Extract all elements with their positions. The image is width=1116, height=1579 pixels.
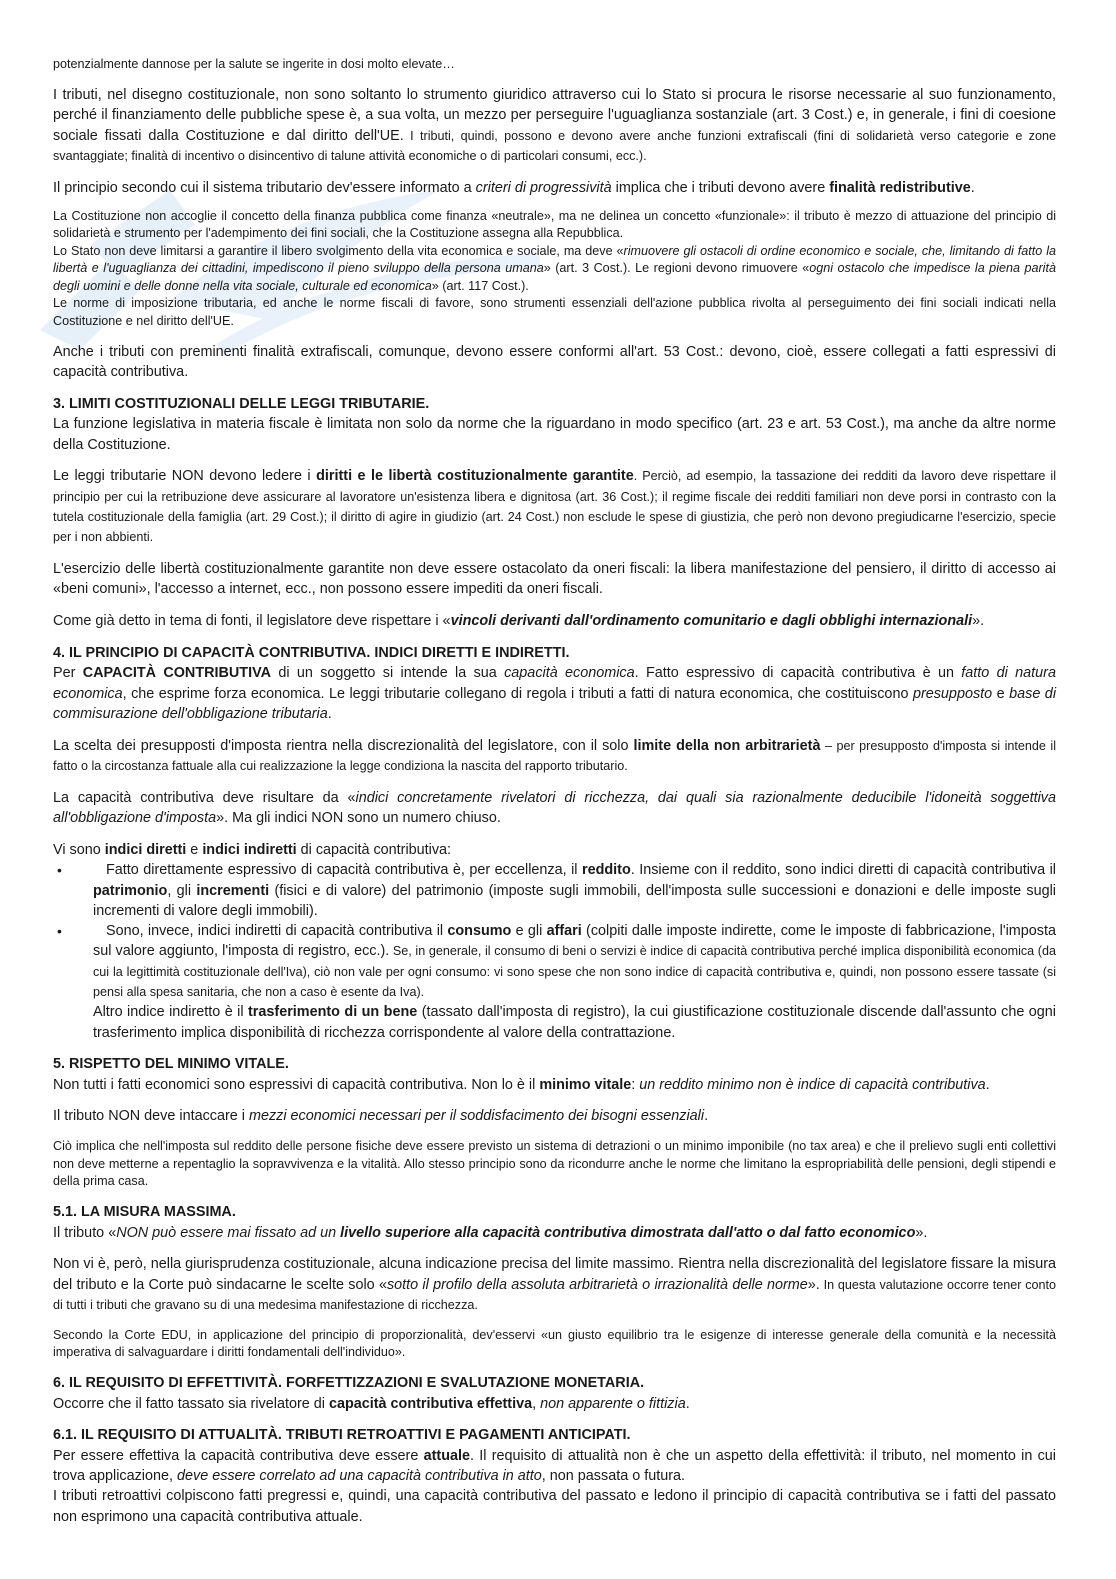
paragraph: La scelta dei presupposti d'imposta rientra nella discrezionalità del legislatore, con il solo limite della non arbitrarietà – per presupposto d'imposta si intende il fatto o la circostanza fattuale alla cui realizzazione la legge condiziona la nascita del rapporto tributario. — [53, 737, 1056, 774]
paragraph: Le norme di imposizione tributaria, ed anche le norme fiscali di favore, sono strumenti essenziali dell'azione pubblica rivolta al perseguimento dei fini sociali indicati nella Costituzione e nel diritto dell'UE. — [53, 296, 1056, 328]
paragraph: Occorre che il fatto tassato sia rivelatore di capacità contributiva effettiva, non apparente o fittizia. — [53, 1395, 690, 1412]
list-item — [53, 921, 1056, 1002]
section-heading: 4. IL PRINCIPIO DI CAPACITÀ CONTRIBUTIVA. INDICI DIRETTI E INDIRETTI. — [53, 645, 570, 662]
paragraph: Come già detto in tema di fonti, il legislatore deve rispettare i «vincoli derivanti dall'ordinamento comunitario e dagli obblighi internazionali». — [53, 613, 985, 630]
paragraph: La funzione legislativa in materia fiscale è limitata non solo da norme che la riguardano in modo specifico (art. 23 e art. 53 Cost.), ma anche da altre norme della Costituzione. — [53, 416, 1056, 453]
paragraph: La capacità contributiva deve risultare da «indici concretamente rivelatori di ricchezza, dai quali sia razionalmente deducibile l'idoneità soggettiva all'obbligazione d'imposta». Ma gli indici NON sono un numero chiuso. — [53, 789, 1056, 827]
paragraph: Anche i tributi con preminenti finalità extrafiscali, comunque, devono essere conformi all'art. 53 Cost.: devono, cioè, essere collegati a fatti espressivi di capacità contributiva. — [53, 343, 1056, 381]
paragraph: La Costituzione non accoglie il concetto della finanza pubblica come finanza «neutrale», ma ne delinea un concetto «funzionale»: il tributo è mezzo di attuazione del principio di solidarietà e strumento per l'adempimento dei fini sociali, che la Costituzione assegna alla Repubblica. — [53, 208, 1056, 241]
paragraph: Vi sono indici diretti e indici indiretti di capacità contributiva: — [53, 841, 452, 858]
paragraph: Non vi è, però, nella giurisprudenza costituzionale, alcuna indicazione precisa del limite massimo. Rientra nella discrezionalità del legislatore fissare la misura del tributo e la Corte può sindacarne le scelte solo «sotto il profilo della assoluta arbitrarietà o irrazionalità delle norme». In questa valutazione occorre tener conto di tutti i tributi che gravano su di una medesima manifestazione di ricchezza. — [53, 1256, 1057, 1312]
bullet-marker: • — [57, 862, 62, 879]
bullet-list — [53, 860, 1056, 1002]
paragraph: Per CAPACITÀ CONTRIBUTIVA di un soggetto si intende la sua capacità economica. Fatto espressivo di capacità contributiva è un fatto di natura economica, che esprime forza economica. Le leggi tributarie collegano di regola i tributi a fatti di natura economica, che costituiscono presupposto e base di commisurazione dell'obbligazione tributaria. — [53, 665, 1057, 722]
paragraph: Fatto direttamente espressivo di capacità contributiva è, per eccellenza, il reddito. Insieme con il reddito, sono indici diretti di capacità contributiva il patrimonio, gli incrementi (fisici e di valore) del patrimonio (imposte sugli immobili, dell'imposta sulle successioni e donazioni e delle imposte sugli incrementi di valore degli immobili). — [93, 862, 1056, 919]
paragraph: Altro indice indiretto è il trasferimento di un bene (tassato dall'imposta di registro), la cui giustificazione costituzionale discende dall'assunto che ogni trasferimento implica disponibilità di ricchezza corrispondente al valore della contrattazione. — [93, 1004, 1056, 1041]
paragraph: Ciò implica che nell'imposta sul reddito delle persone fisiche deve essere previsto un sistema di detrazioni o un minimo imponibile (no tax area) e che il prelievo sugli enti collettivi non deve metterne a repentaglio la sopravvivenza e la vitalità. Allo stesso principio sono da ricondurre anche le norme che limitano la espropriabilità delle pensioni, degli stipendi e della prima casa. — [53, 1139, 1056, 1189]
paragraph: Il tributo «NON può essere mai fissato ad un livello superiore alla capacità contributiva dimostrata dall'atto o dal fatto economico». — [53, 1224, 928, 1241]
paragraph: Il principio secondo cui il sistema tributario dev'essere informato a criteri di progressività implica che i tributi devono avere finalità redistributive. — [53, 179, 975, 196]
paragraph: Le leggi tributarie NON devono ledere i diritti e le libertà costituzionalmente garantite. Perciò, ad esempio, la tassazione dei redditi da lavoro deve rispettare il principio per cui la retribuzione deve assicurare al lavoratore un'esistenza libera e dignitosa (art. 36 Cost.); il regime fiscale dei redditi familiari non deve porsi in contrasto con la tutela costituzionale della famiglia (art. 29 Cost.); il diritto di agire in giudizio (art. 24 Cost.) non esclude le spese di giustizia, che però non devono pregiudicarne l'esercizio, specie per i non abbienti. — [53, 468, 1057, 545]
bullet-marker: • — [57, 923, 62, 940]
paragraph: Secondo la Corte EDU, in applicazione del principio di proporzionalità, dev'esservi «un giusto equilibrio tra le esigenze di interesse generale della comunità e la necessità imperativa di salvaguardare i diritti fondamentali dell'individuo». — [53, 1327, 1056, 1360]
paragraph: I tributi, nel disegno costituzionale, non sono soltanto lo strumento giuridico attraverso cui lo Stato si procura le risorse necessarie al suo funzionamento, perché il finanziamento delle pubbliche spese è, a sua volta, un mezzo per perseguire l'uguaglianza sostanziale (art. 3 Cost.) e, in generale, i fini di coesione sociale fissati dalla Costituzione e dal diritto dell'UE. I tributi, quindi, possono e devono avere anche funzioni extrafiscali (fini di solidarietà verso categorie e zone svantaggiate; finalità di incentivo o disincentivo di talune attività economiche o di particolari consumi, ecc.). — [53, 87, 1056, 163]
paragraph: Non tutti i fatti economici sono espressivi di capacità contributiva. Non lo è il minimo vitale: un reddito minimo non è indice di capacità contributiva. — [53, 1076, 990, 1093]
paragraph: Lo Stato non deve limitarsi a garantire il libero svolgimento della vita economica e sociale, ma deve «rimuovere gli ostacoli di ordine economico e sociale, che, limitando di fatto la libertà e l'uguaglianza dei cittadini, impediscono il pieno sviluppo della persona umana» (art. 3 Cost.). Le regioni devono rimuovere «ogni ostacolo che impedisce la piena parità degli uomini e delle donne nella vita sociale, culturale ed economica» (art. 117 Cost.). — [53, 243, 1056, 293]
paragraph: I tributi retroattivi colpiscono fatti pregressi e, quindi, una capacità contributiva del passato e ledono il principio di capacità contributiva se i fatti del passato non esprimono una capacità contributiva attuale. — [53, 1488, 1056, 1525]
document-body — [53, 56, 1056, 1527]
list-item — [53, 860, 1056, 921]
section-heading: 5.1. LA MISURA MASSIMA. — [53, 1204, 236, 1221]
paragraph: Sono, invece, indici indiretti di capacità contributiva il consumo e gli affari (colpiti dalle imposte indirette, come le imposte di fabbricazione, l'imposta sul valore aggiunto, l'imposta di registro, ecc.). Se, in generale, il consumo di beni o servizi è indice di capacità contributiva perché implica disponibilità economica (da cui la legittimità costituzionale dell'Iva), ciò non vale per ogni consumo: vi sono spese che non sono indice di capacità contributiva e, quindi, non possono essere tassate (si pensi alla spesa sanitaria, che non a caso è esente da Iva). — [93, 923, 1057, 999]
paragraph: Il tributo NON deve intaccare i mezzi economici necessari per il soddisfacimento dei bisogni essenziali. — [53, 1108, 709, 1125]
section-heading: 3. LIMITI COSTITUZIONALI DELLE LEGGI TRIBUTARIE. — [53, 396, 430, 413]
paragraph: Per essere effettiva la capacità contributiva deve essere attuale. Il requisito di attualità non è che un aspetto della effettività: il tributo, nel momento in cui trova applicazione, deve essere correlato ad una capacità contributiva in atto, non passata o futura. — [53, 1447, 1057, 1484]
section-heading: 5. RISPETTO DEL MINIMO VITALE. — [53, 1056, 289, 1073]
paragraph: potenzialmente dannose per la salute se ingerite in dosi molto elevate… — [53, 57, 455, 71]
section-heading: 6. IL REQUISITO DI EFFETTIVITÀ. FORFETTIZZAZIONI E SVALUTAZIONE MONETARIA. — [53, 1375, 645, 1392]
paragraph: L'esercizio delle libertà costituzionalmente garantite non deve essere ostacolato da oneri fiscali: la libera manifestazione del pensiero, il diritto di accesso ai «beni comuni», l'accesso a internet, ecc., non possono essere impediti da oneri fiscali. — [53, 561, 1056, 598]
section-heading: 6.1. IL REQUISITO DI ATTUALITÀ. TRIBUTI RETROATTIVI E PAGAMENTI ANTICIPATI. — [53, 1427, 631, 1444]
